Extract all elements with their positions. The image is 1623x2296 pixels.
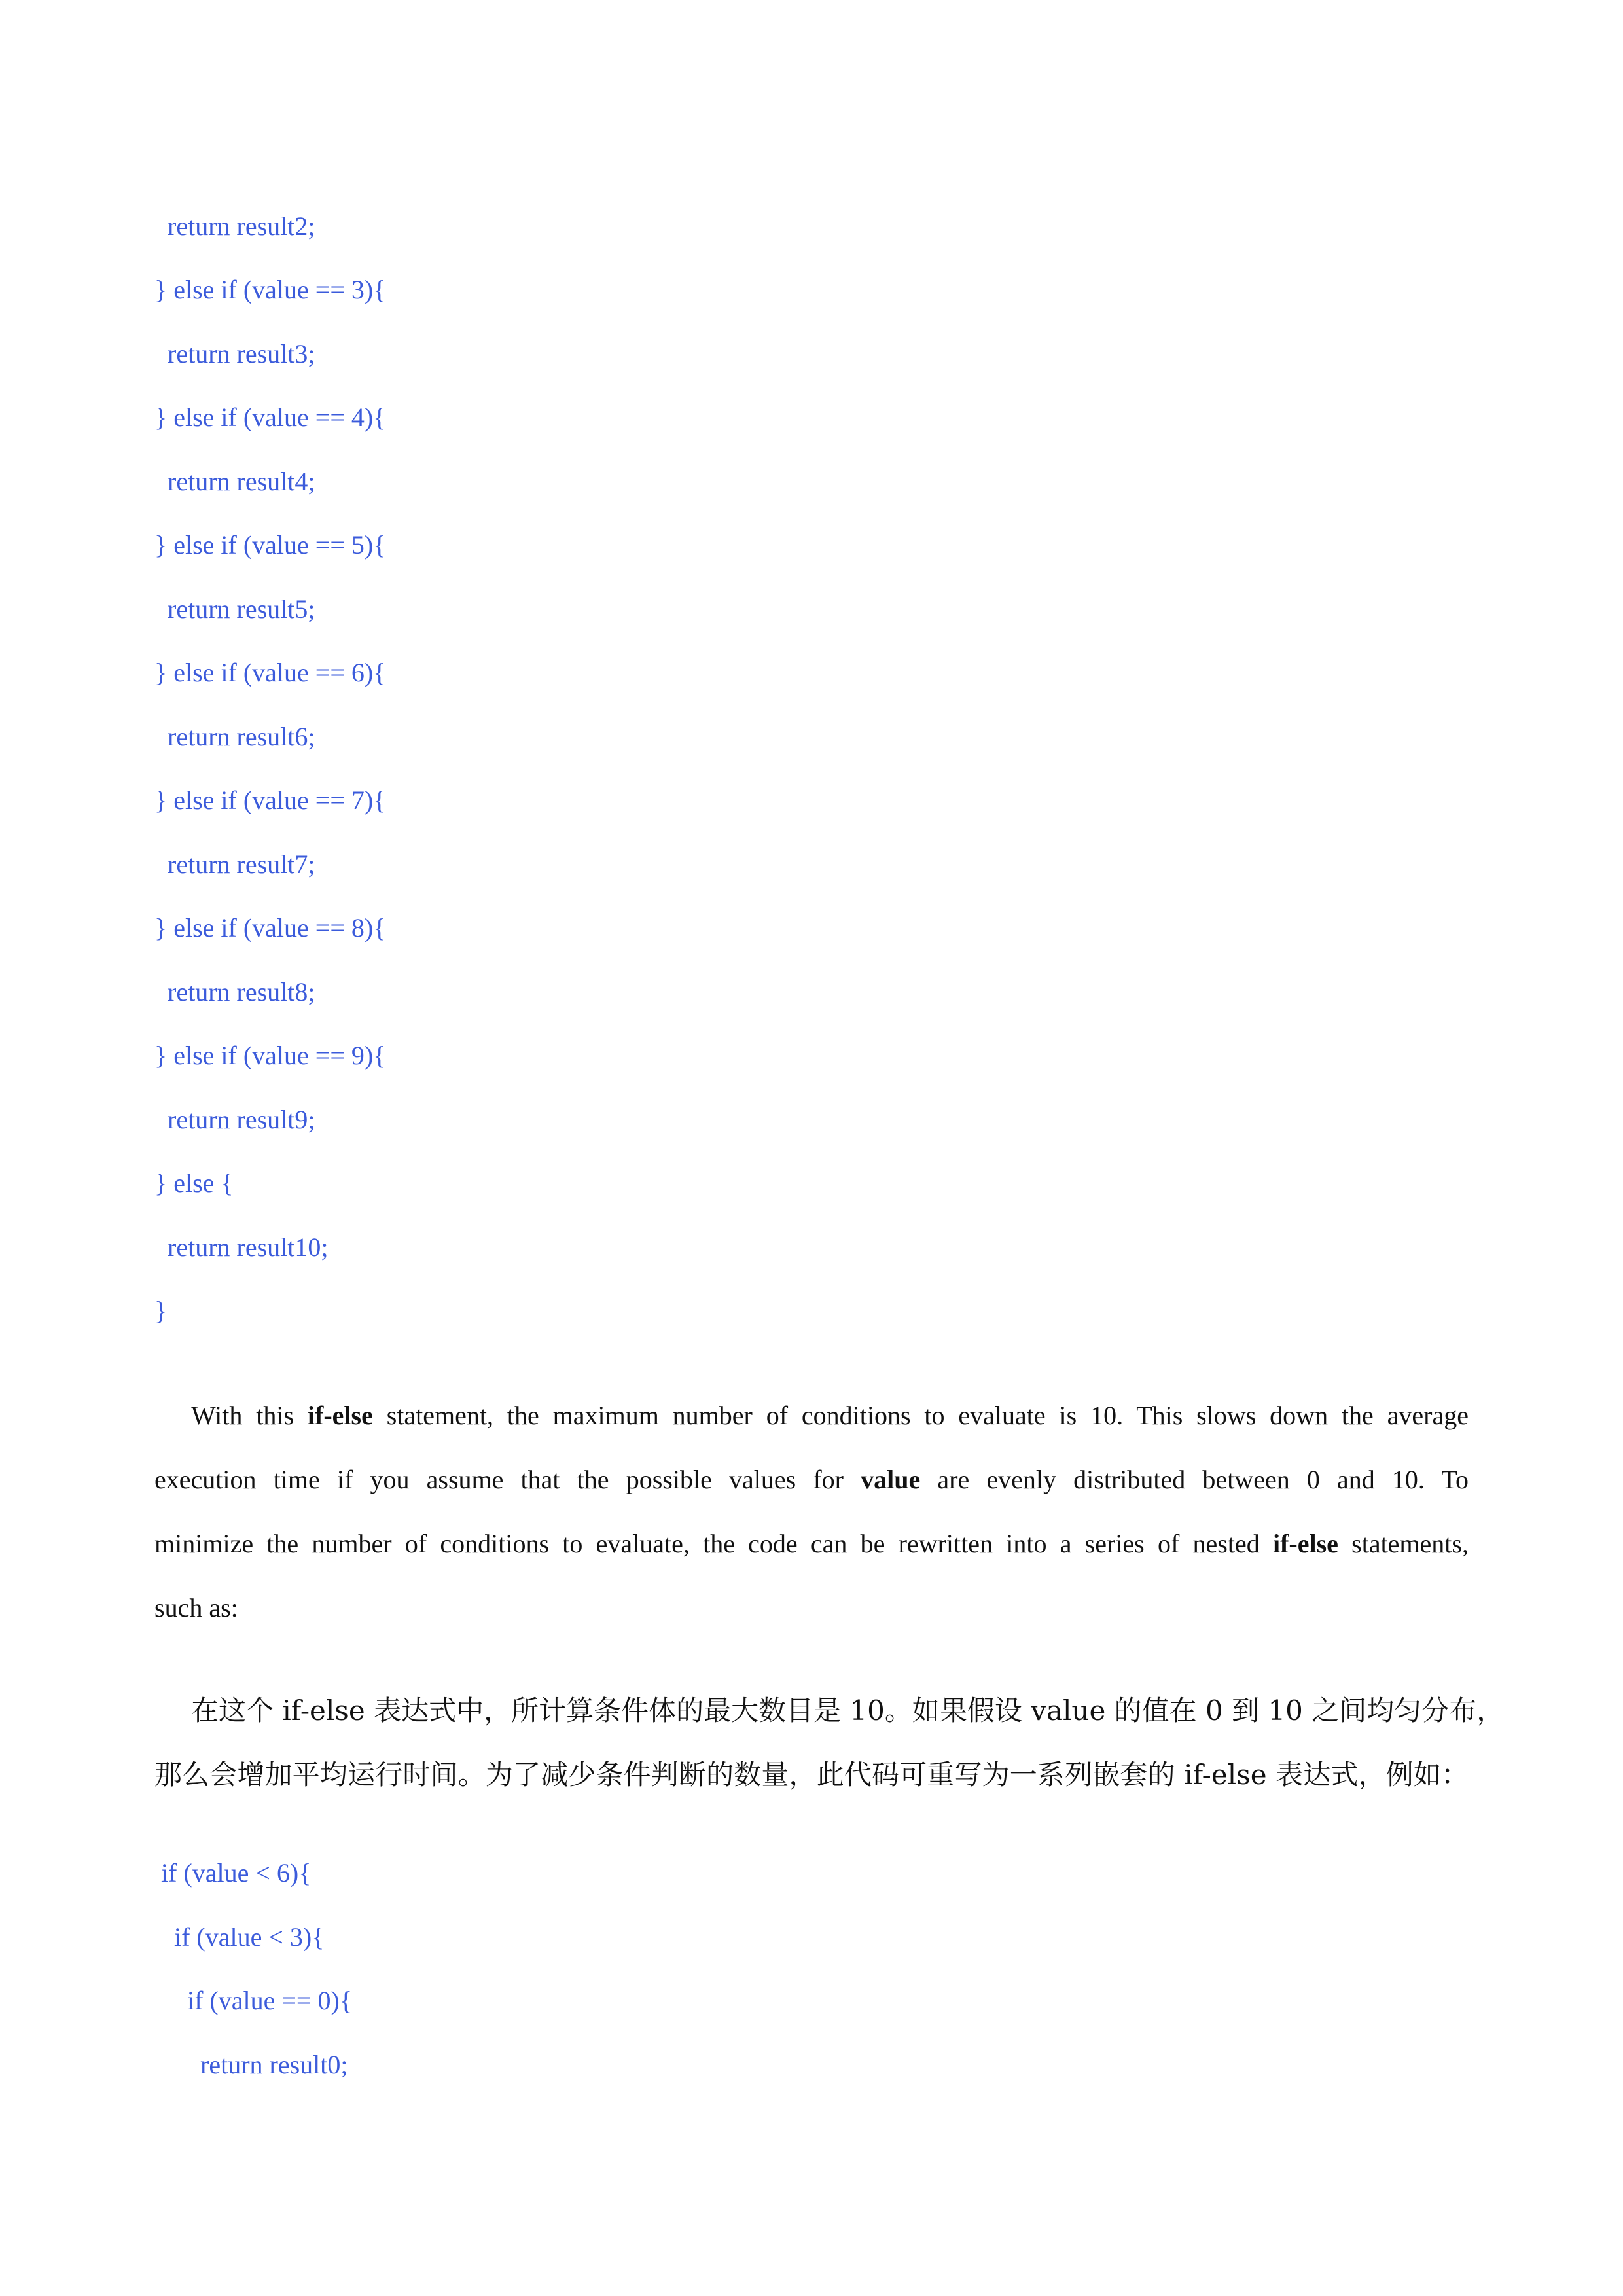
- code-line: } else if (value == 7){: [154, 785, 386, 815]
- paragraph-line: [154, 1448, 1469, 1512]
- code-line: if (value < 3){: [161, 1922, 325, 1952]
- keyword-value: value: [861, 1465, 921, 1494]
- text-run: are evenly distributed between 0 and 10. To: [920, 1465, 1469, 1494]
- paragraph-line: such as:: [154, 1593, 238, 1623]
- code-line: return result8;: [154, 977, 315, 1007]
- code-line: return result6;: [154, 722, 315, 751]
- code-line: } else {: [154, 1168, 234, 1198]
- paragraph-line: 在这个 if-else 表达式中，所计算条件体的最大数目是 10。如果假设 value 的值在 0 到 10 之间均匀分布，: [191, 1695, 1505, 1727]
- code-line: return result7;: [154, 850, 315, 879]
- text-run: minimize the number of conditions to evaluate, the code can be rewritten into a series of nested: [154, 1529, 1273, 1558]
- keyword-if-else: if-else: [1272, 1529, 1338, 1558]
- code-line: }: [154, 1296, 168, 1325]
- code-line: return result0;: [161, 2050, 348, 2079]
- paragraph-english: [154, 1384, 1469, 1640]
- code-line: } else if (value == 5){: [154, 530, 386, 560]
- text-run: With this: [191, 1401, 308, 1430]
- code-line: if (value < 6){: [161, 1858, 312, 1888]
- paragraph-line: [154, 1384, 1469, 1448]
- text-run: statements,: [1338, 1529, 1469, 1558]
- code-line: } else if (value == 6){: [154, 658, 386, 687]
- code-line: return result3;: [154, 339, 315, 368]
- code-line: } else if (value == 3){: [154, 275, 386, 304]
- paragraph-chinese: [154, 1679, 1505, 1807]
- code-line: } else if (value == 8){: [154, 913, 386, 942]
- code-line: } else if (value == 4){: [154, 403, 386, 432]
- code-line: } else if (value == 9){: [154, 1041, 386, 1070]
- text-run: statement, the maximum number of conditions to evaluate is 10. This slows down the average: [372, 1401, 1469, 1430]
- code-line: return result2;: [154, 211, 315, 241]
- text-run: execution time if you assume that the possible values for: [154, 1465, 861, 1494]
- code-line: return result5;: [154, 594, 315, 624]
- paragraph-line: 那么会增加平均运行时间。为了减少条件判断的数量，此代码可重写为一系列嵌套的 if-else 表达式，例如：: [154, 1759, 1469, 1791]
- code-line: return result4;: [154, 467, 315, 496]
- keyword-if-else: if-else: [307, 1401, 373, 1430]
- code-line: return result9;: [154, 1105, 315, 1134]
- paragraph-line: [154, 1512, 1469, 1576]
- code-line: if (value == 0){: [161, 1986, 353, 2015]
- code-line: return result10;: [154, 1232, 329, 1262]
